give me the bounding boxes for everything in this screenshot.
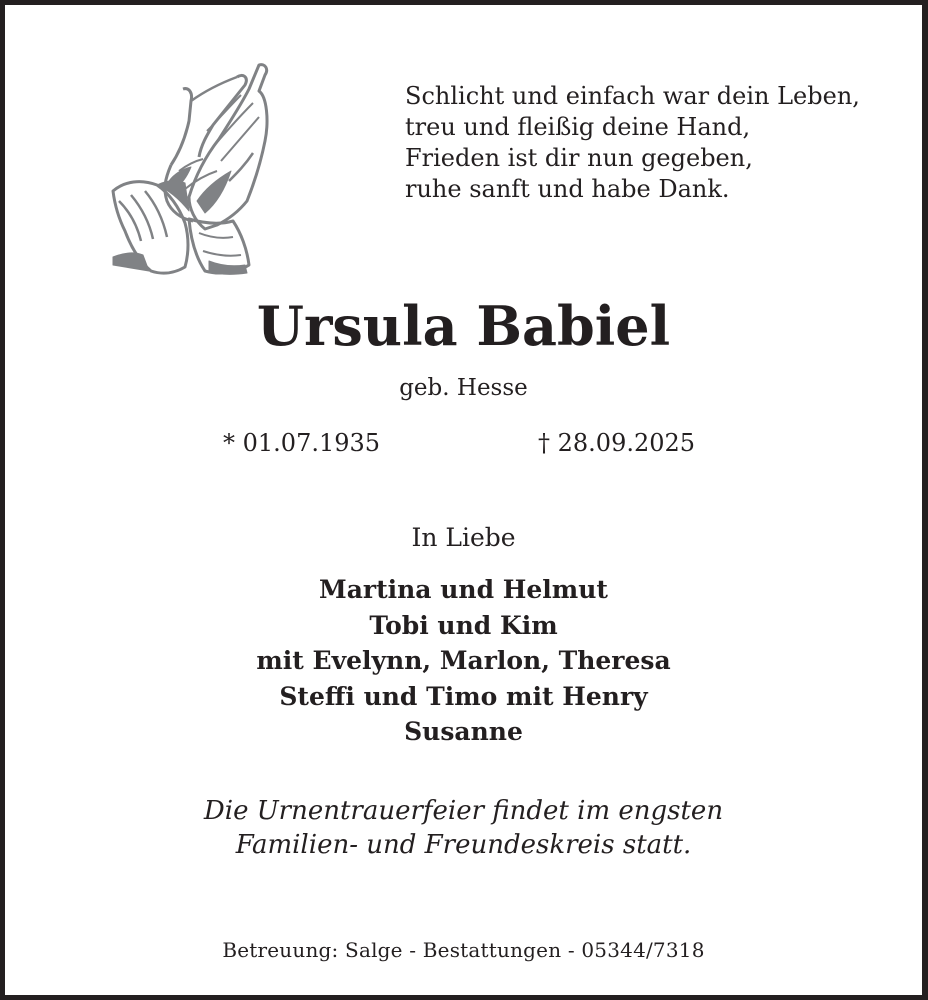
praying-hands-icon — [109, 61, 273, 277]
mourners-intro: In Liebe — [411, 523, 516, 552]
mourner-line: Martina und Helmut — [319, 575, 608, 604]
mourner-line: Steffi und Timo mit Henry — [279, 681, 648, 711]
poem-line: ruhe sanft und habe Dank. — [405, 175, 730, 203]
maiden-name: geb. Hesse — [399, 375, 528, 401]
poem-line: Frieden ist dir nun gegeben, — [405, 144, 753, 172]
funeral-home-footer: Betreuung: Salge - Bestattungen - 05344/7318 — [222, 938, 705, 962]
birth-date: * 01.07.1935 — [223, 429, 381, 457]
poem-verse — [405, 81, 860, 205]
service-notice — [5, 794, 922, 862]
mourner-line: Tobi und Kim — [369, 610, 558, 640]
poem-line: treu und fleißig deine Hand, — [405, 113, 751, 141]
mourner-line: Susanne — [404, 717, 523, 746]
deceased-name: Ursula Babiel — [256, 294, 671, 358]
poem-line: Schlicht und einfach war dein Leben, — [405, 82, 860, 110]
service-line: Familien- und Freundeskreis statt. — [235, 830, 692, 860]
service-line: Die Urnentrauerfeier findet im engsten — [203, 796, 724, 826]
mourners-list — [5, 572, 922, 750]
death-date: † 28.09.2025 — [538, 429, 696, 457]
mourner-line: mit Evelynn, Marlon, Theresa — [256, 646, 671, 675]
